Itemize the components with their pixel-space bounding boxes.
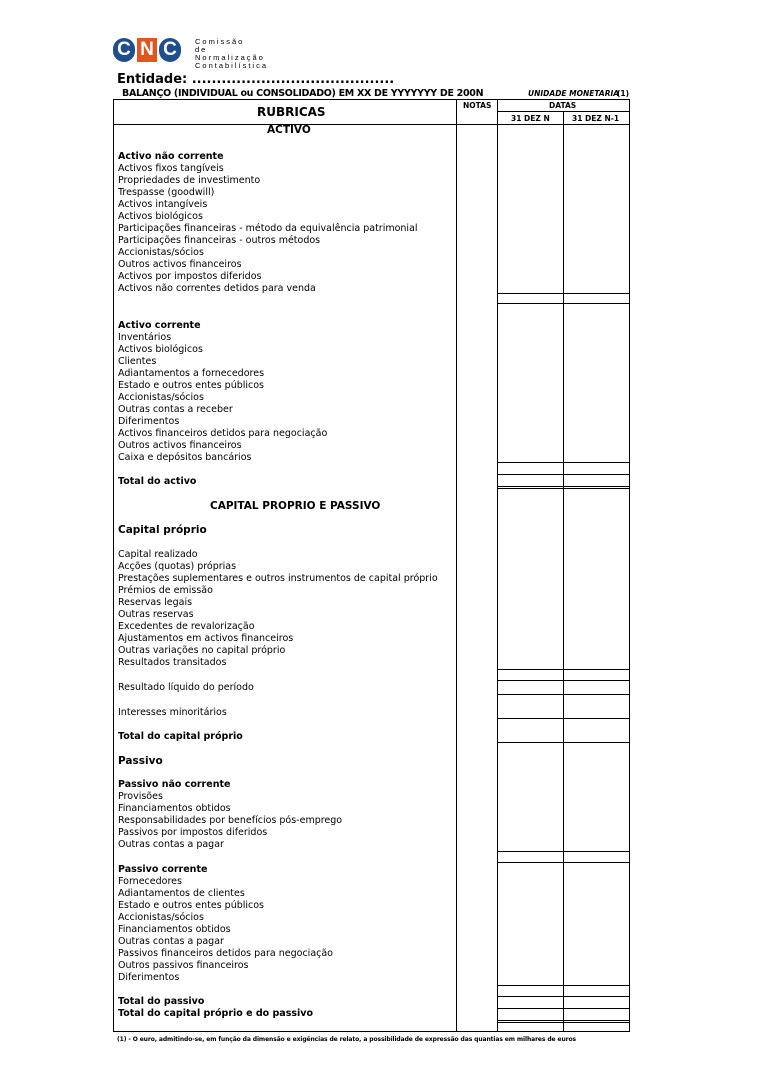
total-capital-passivo: Total do capital próprio e do passivo	[118, 1008, 313, 1019]
notes-col-left	[456, 99, 457, 1031]
group-title: Activo corrente	[118, 320, 201, 331]
datas-col-mid	[563, 111, 564, 1031]
logo-letter-c2: C	[159, 38, 181, 62]
table-bottom-border	[113, 1031, 630, 1032]
group-title: Passivo corrente	[118, 864, 208, 875]
total-line	[497, 1008, 629, 1009]
subtotal-line	[497, 303, 629, 304]
list-item: Activos intangíveis	[118, 199, 208, 210]
group-title: Activo não corrente	[118, 151, 224, 162]
list-item: Outras contas a pagar	[118, 936, 224, 947]
list-item: Ajustamentos em activos financeiros	[118, 633, 294, 644]
list-item: Passivos por impostos diferidos	[118, 827, 268, 838]
list-item: Accionistas/sócios	[118, 912, 204, 923]
list-item: Adiantamentos a fornecedores	[118, 368, 265, 379]
list-item: Estado e outros entes públicos	[118, 380, 265, 391]
list-item: Participações financeiras - outros métodos	[118, 235, 321, 246]
list-item: Provisões	[118, 791, 163, 802]
list-item: Activos por impostos diferidos	[118, 271, 262, 282]
list-item: Outras contas a receber	[118, 404, 233, 415]
list-item: Caixa e depósitos bancários	[118, 452, 252, 463]
col-rubricas: RUBRICAS	[257, 105, 326, 119]
section-capital-passivo: CAPITAL PROPRIO E PASSIVO	[210, 500, 381, 512]
logo-line3: Contabilística	[195, 61, 269, 70]
datas-col-left	[497, 99, 498, 1031]
list-item: Outros passivos financeiros	[118, 960, 249, 971]
subtotal-line	[497, 996, 629, 997]
entity-line: Entidade: .........................................	[117, 72, 395, 87]
section-activo: ACTIVO	[267, 124, 311, 136]
logo-line1: Comissão	[195, 37, 245, 46]
col-date-n: 31 DEZ N	[511, 114, 550, 123]
subtotal-line	[497, 718, 629, 719]
list-item: Outros activos financeiros	[118, 440, 242, 451]
subtotal-line	[497, 862, 629, 863]
list-item: Acções (quotas) próprias	[118, 561, 237, 572]
table-top-border	[113, 99, 630, 100]
list-item: Clientes	[118, 356, 157, 367]
list-item: Accionistas/sócios	[118, 392, 204, 403]
header-bottom-line	[113, 124, 630, 125]
total-line	[497, 486, 629, 487]
table-right-border	[629, 99, 630, 1031]
col-datas: DATAS	[549, 101, 577, 110]
list-item: Prémios de emissão	[118, 585, 213, 596]
list-item: Passivos financeiros detidos para negociação	[118, 948, 333, 959]
col-notas: NOTAS	[463, 101, 492, 110]
list-item: Financiamentos obtidos	[118, 803, 231, 814]
datas-sub-line	[497, 111, 629, 112]
list-item: Activos não correntes detidos para venda	[118, 283, 316, 294]
total-line	[497, 1020, 629, 1021]
monetary-unit-note: (1)	[617, 89, 630, 98]
subtotal-line	[497, 293, 629, 294]
list-item: Trespasse (goodwill)	[118, 187, 215, 198]
list-item: Accionistas/sócios	[118, 247, 204, 258]
subtotal-line	[497, 985, 629, 986]
total-capital-proprio: Total do capital próprio	[118, 731, 243, 742]
logo-letter-c: C	[113, 38, 135, 62]
list-item: Adiantamentos de clientes	[118, 888, 245, 899]
total-line	[497, 742, 629, 743]
list-item: Activos financeiros detidos para negociação	[118, 428, 328, 439]
list-item: Outras reservas	[118, 609, 194, 620]
list-item: Responsabilidades por benefícios pós-emprego	[118, 815, 343, 826]
list-item: Propriedades de investimento	[118, 175, 261, 186]
list-item: Capital realizado	[118, 549, 198, 560]
group-title: Capital próprio	[118, 524, 207, 536]
list-item: Outras variações no capital próprio	[118, 645, 286, 656]
list-item: Financiamentos obtidos	[118, 924, 231, 935]
monetary-unit: UNIDADE MONETARIA	[528, 89, 620, 98]
document-title: BALANÇO (INDIVIDUAL ou CONSOLIDADO) EM XX DE YYYYYYY DE 200N	[122, 88, 484, 99]
subtotal-line	[497, 462, 629, 463]
subtotal-line	[497, 474, 629, 475]
list-item: Participações financeiras - método da equivalência patrimonial	[118, 223, 418, 234]
list-item: Fornecedores	[118, 876, 182, 887]
subtotal-line	[497, 669, 629, 670]
total-line	[497, 488, 629, 489]
list-item: Resultados transitados	[118, 657, 227, 668]
group-title: Passivo	[118, 755, 163, 767]
list-item: Activos fixos tangíveis	[118, 163, 224, 174]
list-item: Estado e outros entes públicos	[118, 900, 265, 911]
list-item: Outras contas a pagar	[118, 839, 224, 850]
footnote: (1) - O euro, admitindo-se, em função da dimensão e exigências de relato, a possibilidade de expressão das quantias em milhares de euros	[117, 1036, 577, 1043]
list-item: Prestações suplementares e outros instrumentos de capital próprio	[118, 573, 438, 584]
table-left-border	[113, 99, 114, 1031]
list-item: Interesses minoritários	[118, 707, 227, 718]
logo-line2: de Normalização	[195, 45, 265, 62]
list-item: Activos biológicos	[118, 211, 203, 222]
subtotal-line	[497, 694, 629, 695]
list-item: Excedentes de revalorização	[118, 621, 255, 632]
total-passivo: Total do passivo	[118, 996, 205, 1007]
list-item: Resultado líquido do período	[118, 682, 254, 693]
list-item: Reservas legais	[118, 597, 193, 608]
logo-letter-n: N	[137, 38, 157, 62]
total-activo: Total do activo	[118, 476, 197, 487]
group-title: Passivo não corrente	[118, 779, 231, 790]
subtotal-line	[497, 680, 629, 681]
list-item: Diferimentos	[118, 416, 180, 427]
total-line	[497, 1022, 629, 1023]
list-item: Activos biológicos	[118, 344, 203, 355]
subtotal-line	[497, 851, 629, 852]
list-item: Inventários	[118, 332, 172, 343]
list-item: Diferimentos	[118, 972, 180, 983]
list-item: Outros activos financeiros	[118, 259, 242, 270]
logo-text	[195, 38, 268, 70]
col-date-n1: 31 DEZ N-1	[572, 114, 620, 123]
